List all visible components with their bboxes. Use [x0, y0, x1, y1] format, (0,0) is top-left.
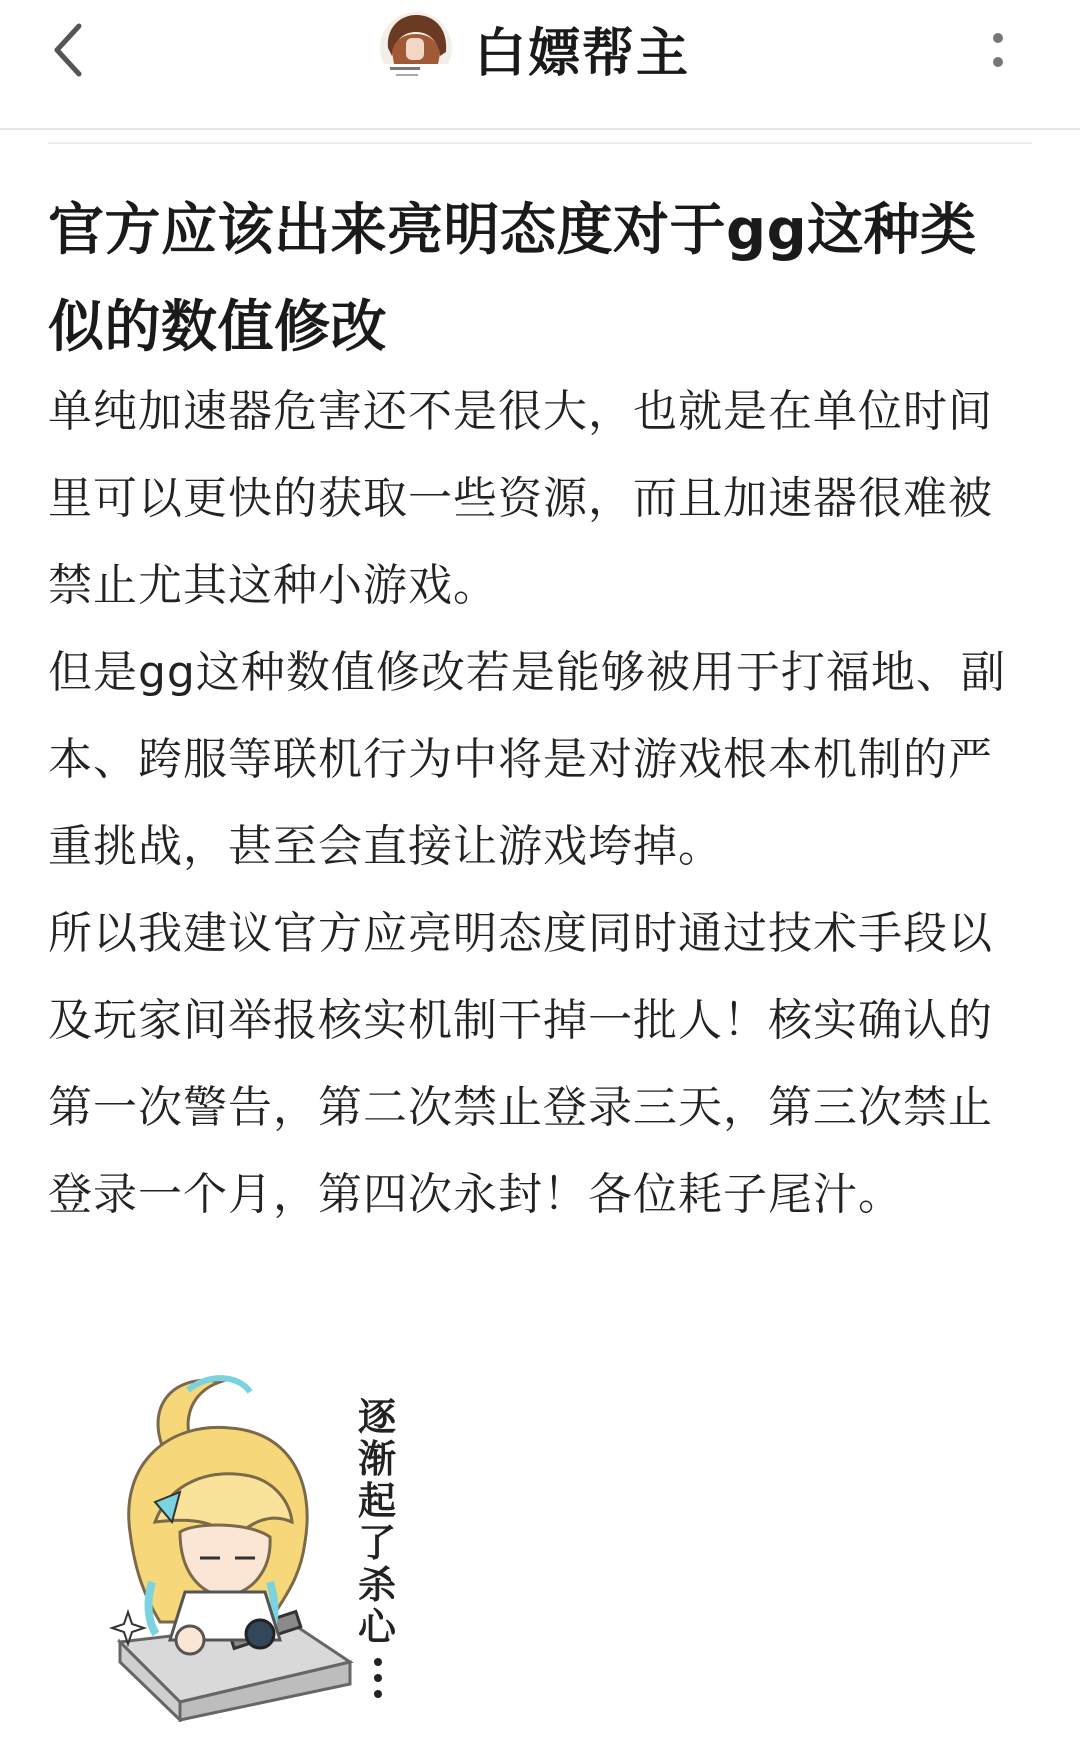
post-content: [48, 182, 1018, 1238]
svg-text:杀: 杀: [358, 1563, 397, 1607]
author-info[interactable]: [380, 10, 690, 86]
more-options-button[interactable]: [978, 20, 1018, 80]
sticker-image[interactable]: [100, 1372, 410, 1722]
author-name[interactable]: 白嫖帮主: [474, 23, 691, 84]
avatar[interactable]: [380, 12, 452, 84]
top-nav-bar: [0, 0, 1080, 130]
svg-text:渐: 渐: [358, 1437, 397, 1481]
header-divider: [48, 142, 1032, 144]
post-paragraph: 单纯加速器危害还不是很大，也就是在单位时间里可以更快的获取一些资源，而且加速器很难被禁止尤其这种小游戏。: [48, 386, 993, 611]
chevron-left-icon: [51, 22, 85, 78]
post-title: 官方应该出来亮明态度对于gg这种类似的数值修改: [48, 198, 977, 360]
svg-text:心: 心: [358, 1605, 397, 1649]
svg-text:起: 起: [358, 1479, 397, 1523]
post-body: [48, 368, 1018, 1238]
anime-girl-sticker: [100, 1372, 410, 1722]
svg-text:逐: 逐: [358, 1395, 397, 1439]
post-paragraph: 所以我建议官方应亮明态度同时通过技术手段以及玩家间举报核实机制干掉一批人！核实确认的第一次警告，第二次禁止登录三天，第三次禁止登录一个月，第四次永封！各位耗子尾汁。: [48, 908, 993, 1220]
svg-text:了: 了: [358, 1521, 397, 1565]
vertical-ellipsis-icon: [992, 30, 1004, 70]
post-paragraph: 但是gg这种数值修改若是能够被用于打福地、副本、跨服等联机行为中将是对游戏根本机制的严重挑战，甚至会直接让游戏垮掉。: [48, 647, 1006, 872]
back-button[interactable]: [40, 18, 96, 82]
